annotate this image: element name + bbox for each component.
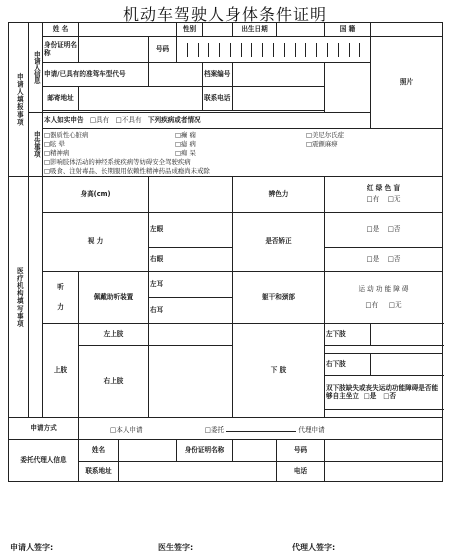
applicant-signature[interactable]: 申请人签字:	[10, 543, 54, 552]
license-type-field[interactable]	[149, 63, 203, 87]
apply-method-label: 申请方式	[9, 418, 79, 440]
self-apply-checkbox[interactable]: □本人申请	[110, 425, 143, 434]
height-label: 身高(cm)	[43, 176, 149, 212]
agent-number-field[interactable]	[325, 440, 443, 462]
corrected-left-yes[interactable]: □是	[366, 225, 380, 234]
mail-address-field[interactable]	[79, 87, 203, 111]
corrected-right-yes[interactable]: □是	[366, 255, 380, 264]
agent-id-doc-label: 身份证明名称	[177, 440, 233, 462]
birth-label: 出生日期	[233, 23, 277, 37]
id-doc-name-label: 身份证明名称	[43, 37, 79, 63]
entrust-checkbox[interactable]: □委托	[204, 425, 225, 434]
color-vision-label: 辨色力	[233, 176, 325, 212]
right-lower-field[interactable]	[371, 354, 443, 376]
corrected-left	[325, 212, 443, 248]
phone-field[interactable]	[233, 87, 325, 111]
name-label: 姓 名	[43, 23, 79, 37]
disease-drugs[interactable]: □吸食、注射毒品、长期服用依赖性精神药品成瘾尚未戒除	[44, 166, 210, 175]
medical-section-label: 医疗机构填写事项	[9, 176, 29, 418]
disease-dementia[interactable]: □痴 呆	[175, 148, 196, 157]
agent-signature[interactable]: 代理人签字:	[292, 543, 336, 552]
disease-vertigo[interactable]: □眩 晕	[44, 139, 65, 148]
right-eye-label: 右眼	[149, 248, 233, 272]
color-blind-yes[interactable]: □有	[366, 194, 380, 203]
agent-address-field[interactable]	[119, 462, 277, 482]
agent-phone-field[interactable]	[325, 462, 443, 482]
lower-question-cell	[325, 376, 443, 410]
applicant-section-label: 申请人填报事项	[9, 23, 29, 177]
hearing-label-b: 力	[57, 302, 64, 311]
file-number-field[interactable]	[233, 63, 325, 87]
nationality-label: 国 籍	[325, 23, 371, 37]
certificate-form	[8, 22, 443, 482]
corrected-left-no[interactable]: □否	[387, 225, 401, 234]
sex-label: 性别	[177, 23, 203, 37]
declare-text: 本人如实申告	[44, 115, 84, 124]
left-upper-field[interactable]	[149, 324, 233, 346]
not-has-checkbox[interactable]: □不具有	[115, 115, 142, 124]
right-upper-label: 右上肢	[79, 346, 149, 418]
agent-name-field[interactable]	[119, 440, 177, 462]
lower-question-yes[interactable]: □是	[363, 391, 377, 400]
hearing-label-a: 听	[57, 283, 64, 292]
lower-limb-label: 下 肢	[233, 324, 325, 418]
right-lower-label: 右下肢	[325, 354, 371, 376]
color-blind-label: 红 绿 色 盲	[366, 184, 401, 193]
form-title: 机动车驾驶人身体条件证明	[122, 5, 327, 24]
disease-epilepsy[interactable]: □癫 痫	[175, 131, 196, 139]
left-upper-label: 左上肢	[79, 324, 149, 346]
hearing-aid-label: 佩戴助听装置	[79, 272, 149, 324]
birth-field[interactable]	[277, 23, 325, 37]
disease-heart[interactable]: □器质性心脏病	[44, 131, 89, 139]
disease-list	[43, 129, 443, 177]
disease-neuro[interactable]: □影响肢体活动的神经系统疾病等妨碍安全驾驶疾病	[44, 157, 191, 166]
color-blind-cell	[325, 176, 443, 212]
id-number-cells[interactable]	[177, 37, 371, 63]
agent-number-label: 号码	[277, 440, 325, 462]
right-upper-field[interactable]	[149, 346, 233, 418]
torso-neck-label: 躯干和颈部	[233, 272, 325, 324]
left-ear-label: 左耳	[149, 272, 233, 298]
declare-label: 申告事项	[29, 113, 43, 177]
motor-disorder-yes[interactable]: □有	[365, 300, 379, 309]
left-lower-label: 左下肢	[325, 324, 371, 346]
mail-address-label: 邮寄地址	[43, 87, 79, 111]
vision-label: 视 力	[43, 212, 149, 272]
disease-meniere[interactable]: □美尼尔氏症	[306, 131, 344, 139]
color-blind-no[interactable]: □无	[387, 194, 401, 203]
agent-apply-text: 代理申请	[298, 425, 325, 434]
sex-field[interactable]	[203, 23, 233, 37]
agent-phone-label: 电话	[277, 462, 325, 482]
left-lower-field[interactable]	[371, 324, 443, 346]
lower-question-no[interactable]: □否	[383, 391, 397, 400]
disease-hysteria[interactable]: □癔 病	[175, 139, 196, 148]
photo-area: 照片	[371, 37, 443, 129]
disease-psychosis[interactable]: □精神病	[44, 148, 70, 157]
corrected-label: 是否矫正	[233, 212, 325, 272]
motor-disorder-cell	[325, 272, 443, 324]
file-number-label: 档案编号	[203, 63, 233, 87]
nationality-field[interactable]	[371, 23, 443, 37]
agent-id-doc-field[interactable]	[233, 440, 277, 462]
corrected-right-no[interactable]: □否	[387, 255, 401, 264]
id-number-label: 号码	[149, 37, 177, 63]
lower-question-text: 双下肢缺失或丧失运动功能障碍是否能够自主坐立	[326, 384, 439, 400]
disease-intro: 下列疾病或者情况	[147, 115, 201, 124]
doctor-signature[interactable]: 医生签字:	[158, 543, 194, 552]
agent-address-label: 联系地址	[79, 462, 119, 482]
motor-disorder-no[interactable]: □无	[388, 300, 402, 309]
height-field[interactable]	[149, 176, 233, 212]
apply-method-options	[79, 418, 443, 440]
declare-line	[43, 113, 371, 129]
agent-info-label: 委托代理人信息	[9, 440, 79, 482]
has-checkbox[interactable]: □具有	[89, 115, 110, 124]
id-doc-name-field[interactable]	[79, 37, 149, 63]
disease-paralysis[interactable]: □震颤麻痹	[306, 139, 338, 148]
license-type-label: 申请/已具有的准驾车型代号	[43, 63, 149, 87]
upper-limb-label: 上肢	[43, 324, 79, 418]
right-ear-label: 右耳	[149, 298, 233, 324]
applicant-info-label: 申请人信息	[29, 23, 43, 113]
corrected-right	[325, 248, 443, 272]
motor-disorder-label: 运 动 功 能 障 碍	[358, 285, 409, 294]
hearing-label	[43, 272, 79, 324]
phone-label: 联系电话	[203, 87, 233, 111]
agent-name-label: 姓名	[79, 440, 119, 462]
name-field[interactable]	[79, 23, 177, 37]
left-eye-label: 左眼	[149, 212, 233, 248]
